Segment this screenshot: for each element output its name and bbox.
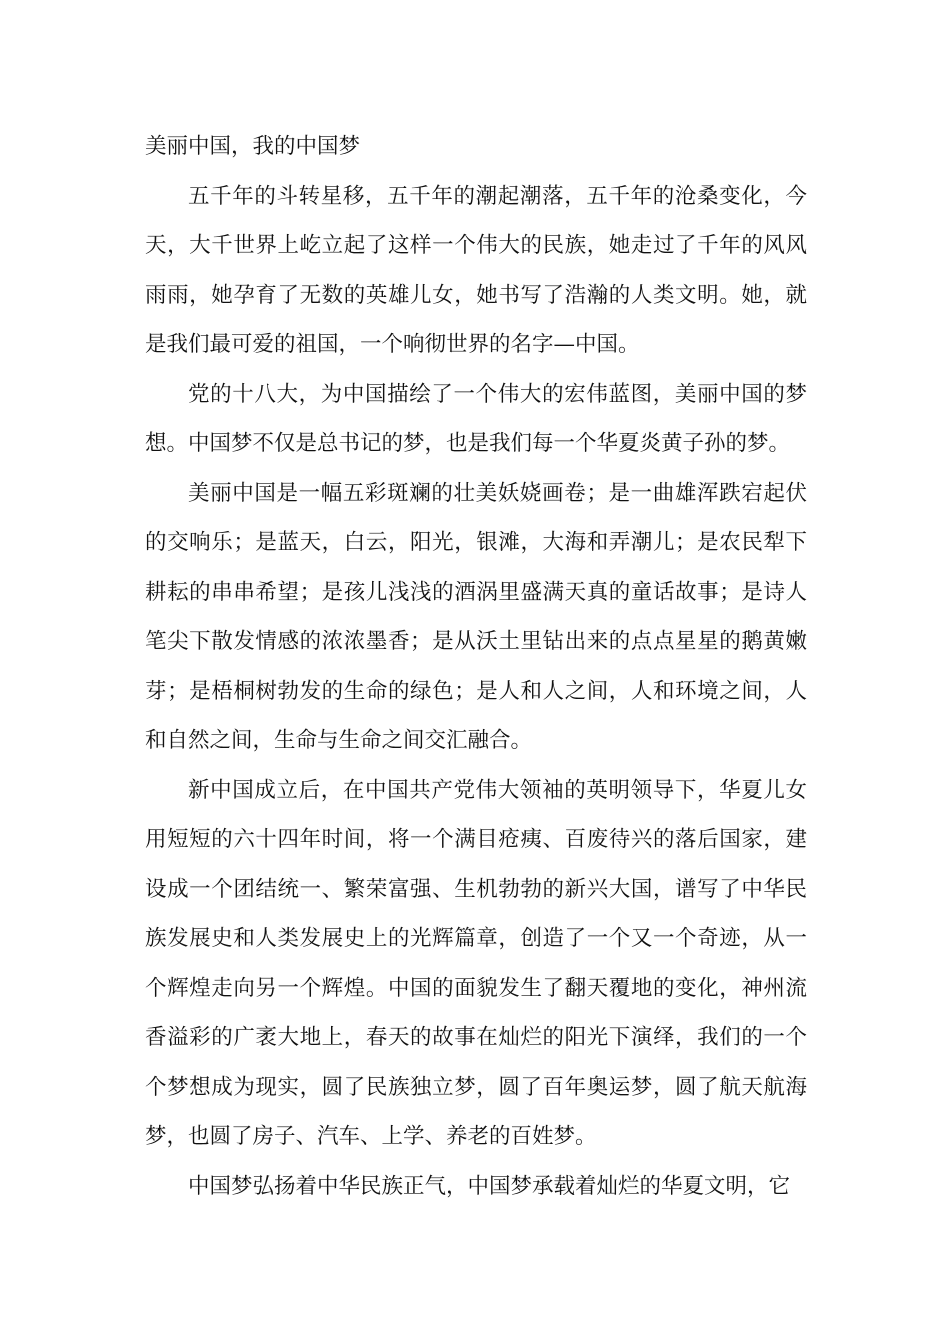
paragraph-4: 新中国成立后，在中国共产党伟大领袖的英明领导下，华夏儿女用短短的六十四年时间，将一个满目疮痍、百废待兴的落后国家，建设成一个团结统一、繁荣富强、生机勃勃的新兴大国，谱写了中华民族发展史和人类发展史上的光辉篇章，创造了一个又一个奇迹，从一个辉煌走向另一个辉煌。中国的面貌发生了翻天覆地的变化，神州流香溢彩的广袤大地上，春天的故事在灿烂的阳光下演绎，我们的一个个梦想成为现实，圆了民族独立梦，圆了百年奥运梦，圆了航天航海梦，也圆了房子、汽车、上学、养老的百姓梦。 [145, 777, 807, 1149]
document-body [145, 122, 807, 1211]
paragraph-3: 美丽中国是一幅五彩斑斓的壮美妖娆画卷；是一曲雄浑跌宕起伏的交响乐；是蓝天，白云，阳光，银滩，大海和弄潮儿；是农民犁下耕耘的串串希望；是孩儿浅浅的酒涡里盛满天真的童话故事；是诗人笔尖下散发情感的浓浓墨香；是从沃土里钻出来的点点星星的鹅黄嫩芽；是梧桐树勃发的生命的绿色；是人和人之间，人和环境之间，人和自然之间，生命与生命之间交汇融合。 [145, 480, 807, 753]
paragraph-2: 党的十八大，为中国描绘了一个伟大的宏伟蓝图，美丽中国的梦想。中国梦不仅是总书记的梦，也是我们每一个华夏炎黄子孙的梦。 [145, 381, 807, 456]
paragraph-1: 五千年的斗转星移，五千年的潮起潮落，五千年的沧桑变化，今天，大千世界上屹立起了这样一个伟大的民族，她走过了千年的风风雨雨，她孕育了无数的英雄儿女，她书写了浩瀚的人类文明。她，就是我们最可爱的祖国，一个响彻世界的名字—中国。 [145, 183, 807, 357]
document-title: 美丽中国，我的中国梦 [145, 134, 361, 159]
paragraph-5: 中国梦弘扬着中华民族正气，中国梦承载着灿烂的华夏文明，它 [188, 1173, 791, 1199]
